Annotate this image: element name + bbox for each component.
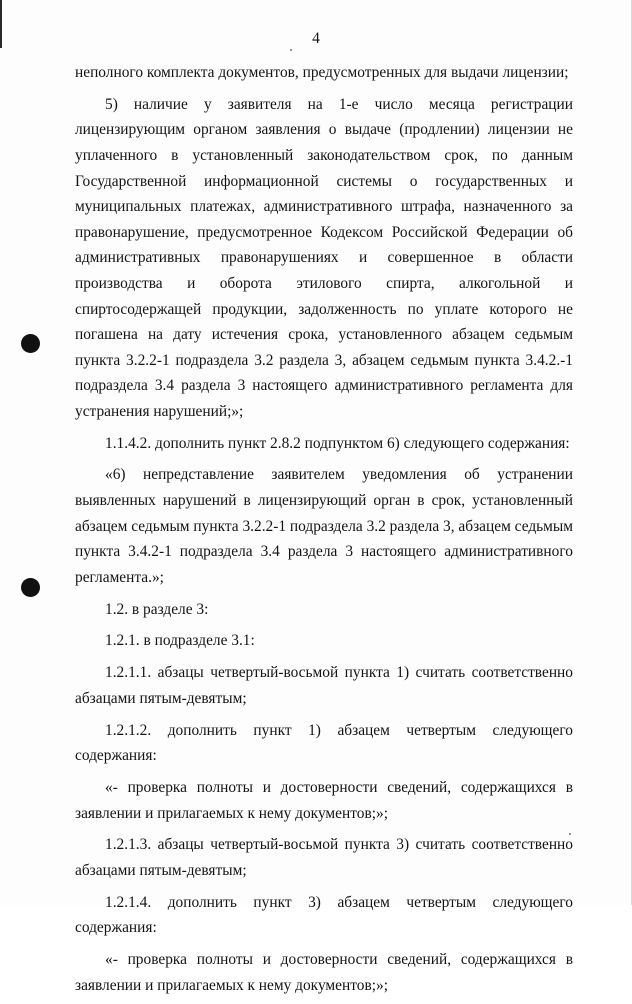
document-body (75, 60, 573, 1004)
paragraph-1-2-1-2: 1.2.1.2. дополнить пункт 1) абзацем четвертым следующего содержания: (75, 721, 573, 765)
paragraph-quote-6: «6) непредставление заявителем уведомления об устранении выявленных нарушений в лицензирующий орган в срок, установленный абзацем седьмым пункта 3.2.2-1 подраздела 3.2 раздела 3, абзацем седьмым пункта 3.4.2-1 подраздела 3.4 раздела 3 настоящего административного регламента.»; (75, 466, 573, 586)
paragraph-item-5: 5) наличие у заявителя на 1-е число месяца регистрации лицензирующим органом заявления о выдаче (продлении) лицензии не уплаченного в установленный законодательством срок, по данным Государственной информационной системы о государственных и муниципальных платежах, административного штрафа, назначенного за правонарушение, предусмотренное Кодексом Российской Федерации об административных правонарушениях и совершенное в области производства и оборота этилового спирта, алкогольной и спиртосодержащей продукции, задолженность по уплате которого не погашена на дату истечения срока, установленного абзацем седьмым пункта 3.2.2-1 подраздела 3.2 раздела 3, абзацем седьмым пункта 3.4.2.-1 подраздела 3.4 раздела 3 настоящего административного регламента для устранения нарушений;»; (75, 95, 573, 420)
paragraph-quote-check-2: «- проверка полноты и достоверности сведений, содержащихся в заявлении и прилагаемых к нему документов;»; (75, 951, 573, 994)
scan-speck (290, 49, 292, 51)
paragraph-1-1-4-2: 1.1.4.2. дополнить пункт 2.8.2 подпунктом 6) следующего содержания: (105, 434, 570, 452)
paragraph-quote-check-1: «- проверка полноты и достоверности сведений, содержащихся в заявлении и прилагаемых к нему документов;»; (75, 778, 573, 822)
paragraph-continuation: неполного комплекта документов, предусмотренных для выдачи лицензии; (75, 64, 569, 81)
punch-hole (21, 334, 40, 353)
paragraph-1-2-1: 1.2.1. в подразделе 3.1: (105, 632, 255, 650)
paragraph-1-2-1-4: 1.2.1.4. дополнить пункт 3) абзацем четвертым следующего содержания: (75, 893, 573, 937)
paragraph-1-2-1-3: 1.2.1.3. абзацы четвертый-восьмой пункта 3) считать соответственно абзацами пятым-девятым; (75, 836, 573, 879)
punch-hole (21, 578, 40, 597)
paragraph-1-2: 1.2. в разделе 3: (105, 600, 209, 618)
paragraph-1-2-1-1: 1.2.1.1. абзацы четвертый-восьмой пункта 1) считать соответственно абзацами пятым-девятым; (75, 664, 573, 707)
page-number: 4 (312, 30, 320, 47)
